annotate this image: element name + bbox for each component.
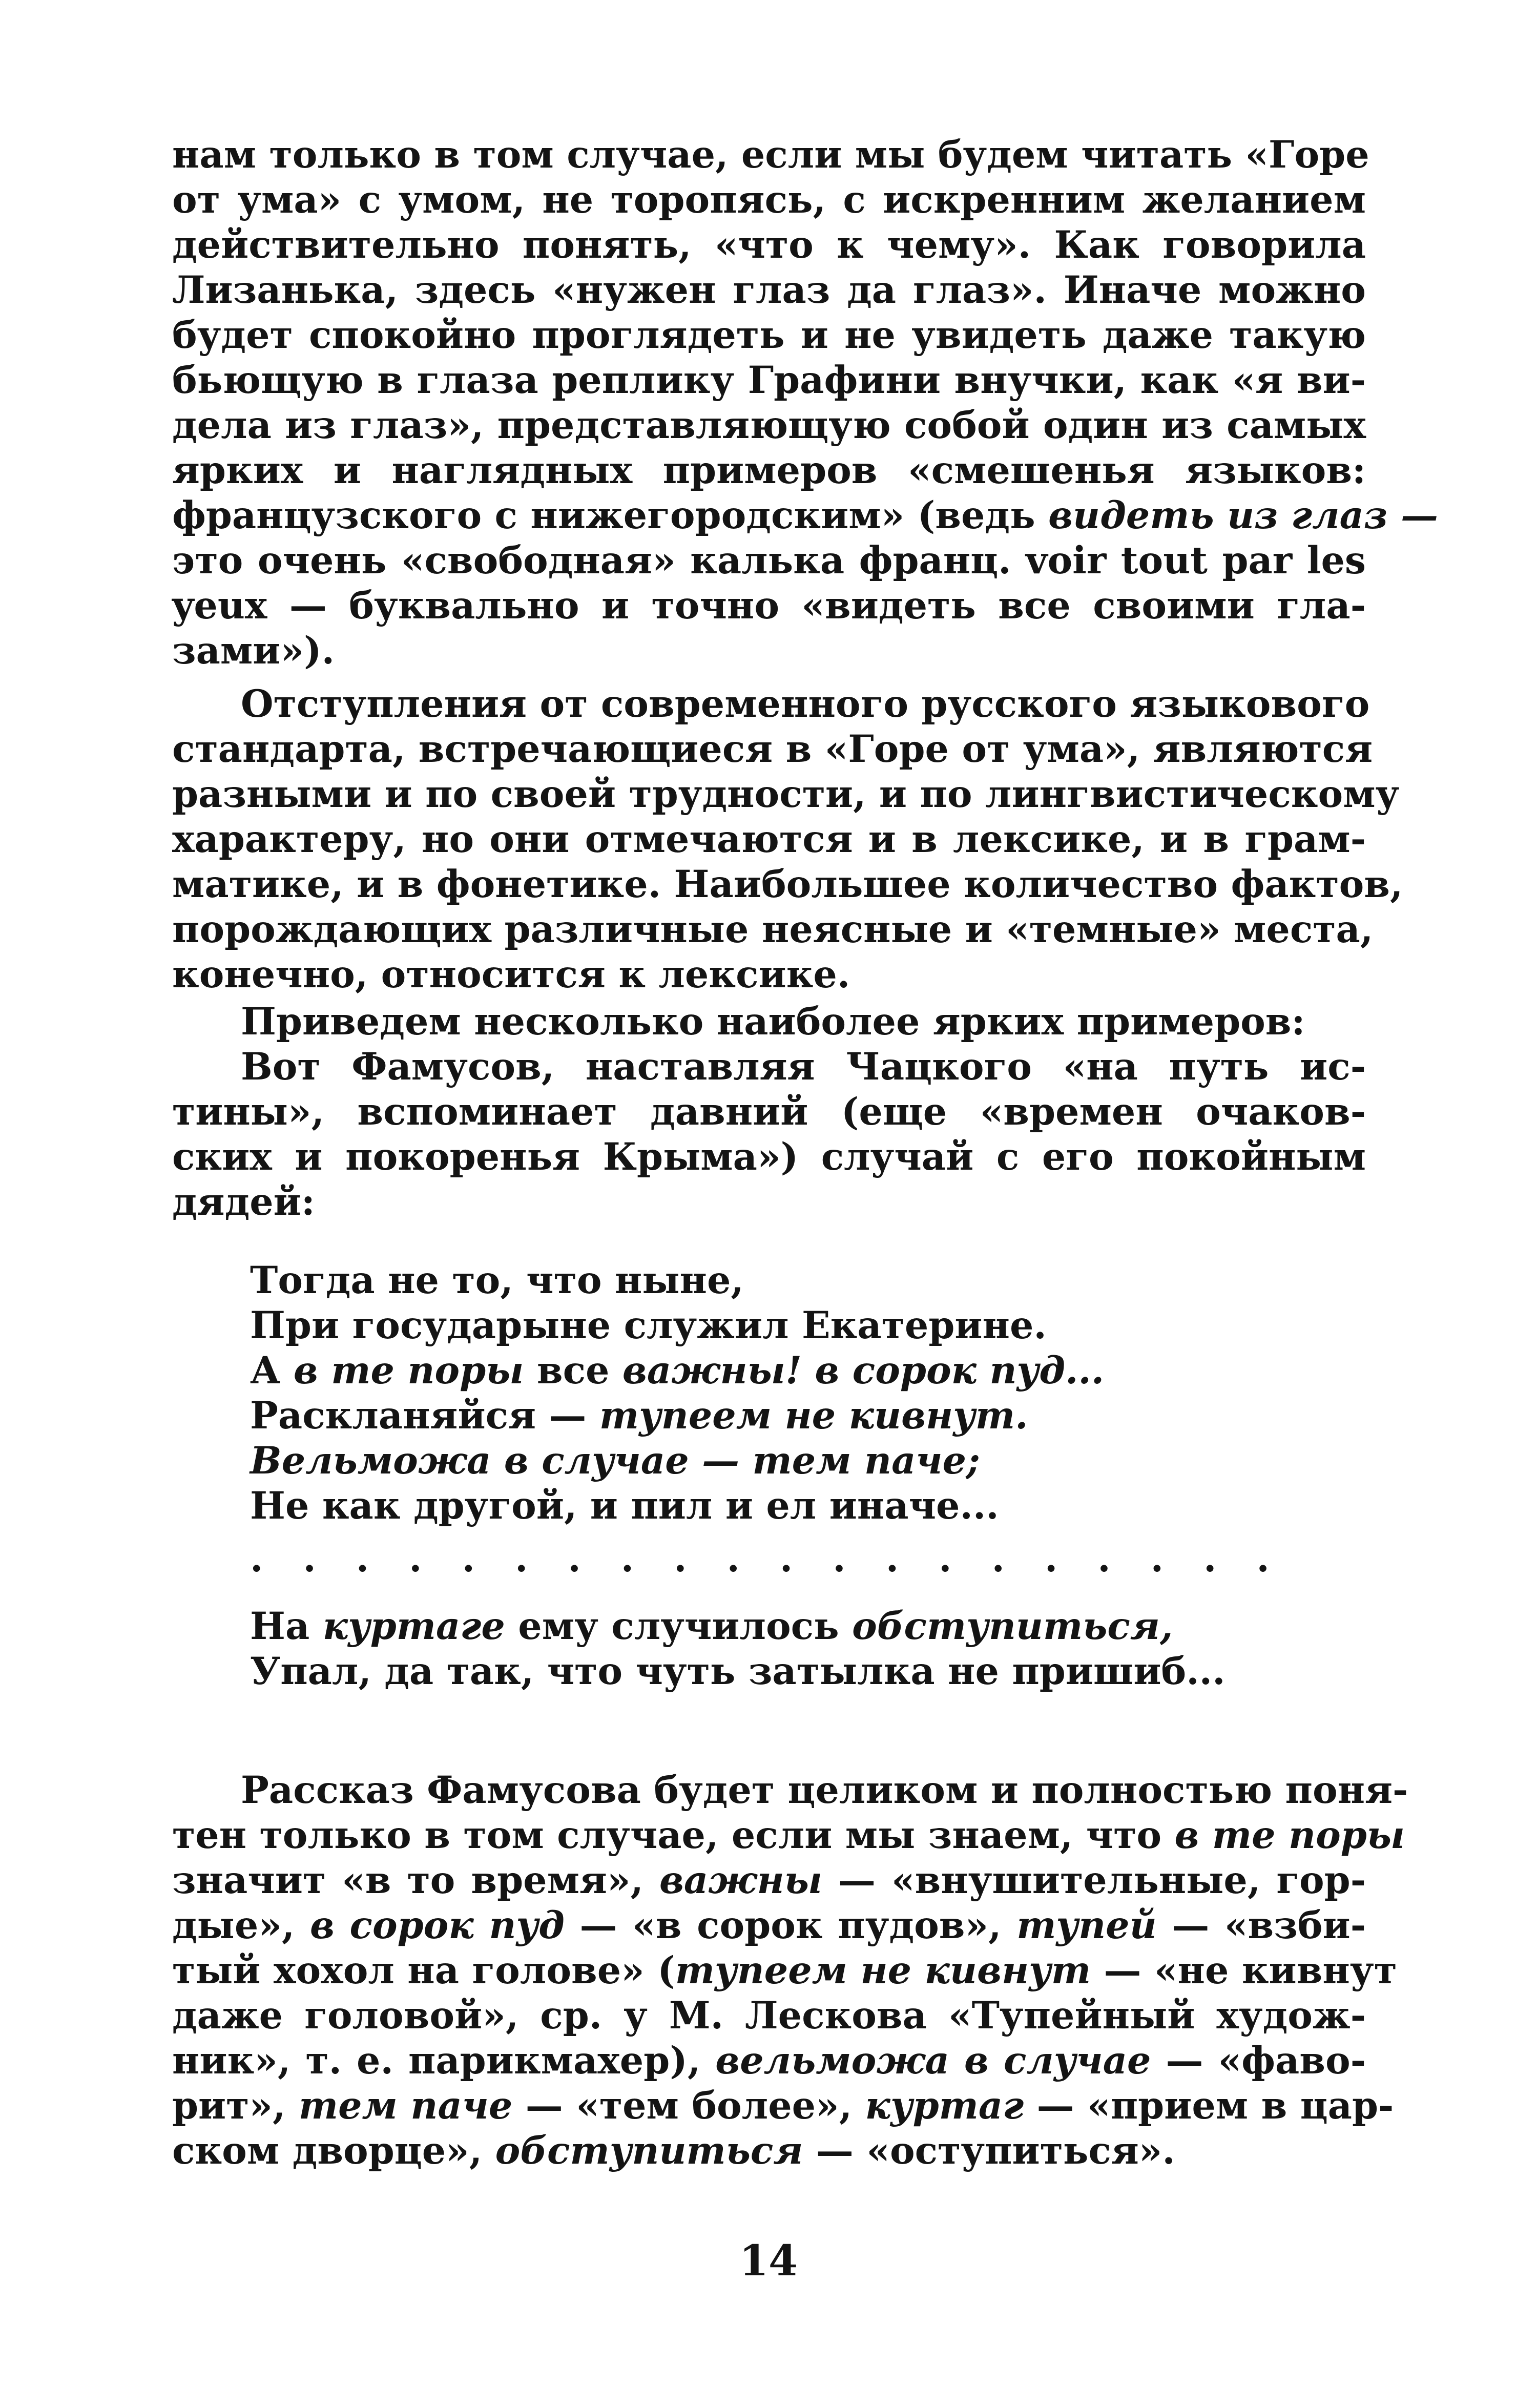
ellipsis-dot: .: [1256, 1537, 1270, 1581]
ellipsis-dots-row: [250, 1536, 1270, 1581]
italic-term: тупей: [1016, 1903, 1157, 1947]
text-line: бьющую в глаза реплику Графини внучки, как «я ви-: [172, 358, 1366, 402]
text-span: рит»,: [172, 2084, 299, 2128]
ellipsis-dot: .: [779, 1537, 793, 1581]
text-span: — «прием в цар-: [1024, 2084, 1394, 2128]
ellipsis-dot: .: [939, 1537, 952, 1581]
ellipsis-dot: .: [620, 1537, 634, 1581]
italic-term: в те поры: [1174, 1813, 1405, 1857]
text-span: дые»,: [172, 1903, 310, 1947]
ellipsis-dot: .: [250, 1537, 263, 1581]
text-line: yeux — буквально и точно «видеть все своими гла-: [172, 584, 1366, 628]
italic-term: вельможа в случае: [715, 2039, 1151, 2083]
text-line: конечно, относится к лексике.: [172, 952, 850, 997]
italic-term: тупеем не кивнут.: [599, 1394, 1028, 1438]
ellipsis-dot: .: [674, 1537, 687, 1581]
text-span: тый хохол на голове» (: [172, 1948, 675, 1992]
text-span: — «в сорок пудов»,: [564, 1903, 1017, 1947]
text-line: характеру, но они отмечаются и в лексике, и в грам-: [172, 817, 1366, 861]
text-span: — «взби-: [1156, 1903, 1366, 1947]
text-line: [172, 1813, 1405, 1858]
ellipsis-dot: .: [885, 1537, 899, 1581]
italic-term: тем паче: [298, 2084, 513, 2128]
text-span: — «не кивнут: [1091, 1948, 1397, 1992]
text-span: — «фаво-: [1151, 2039, 1366, 2083]
text-span: тен только в том случае, если мы знаем, что: [172, 1813, 1175, 1857]
verse-line: Упал, да так, что чуть затылка не пришиб...: [250, 1649, 1226, 1693]
italic-term: тупеем не кивнут: [675, 1948, 1091, 1992]
text-line: стандарта, встречающиеся в «Горе от ума», являются: [172, 727, 1373, 771]
text-line: Приведем несколько наиболее ярких примеров:: [241, 1000, 1305, 1044]
text-line: порождающих различные неясные и «темные» места,: [172, 907, 1374, 951]
text-line: [172, 2083, 1394, 2128]
ellipsis-dot: .: [991, 1537, 1005, 1581]
ellipsis-dot: .: [409, 1537, 422, 1581]
text-span: ник», т. е. парикмахер),: [172, 2039, 716, 2083]
text-line: ярких и наглядных примеров «смешенья языков:: [172, 448, 1366, 492]
text-span: — «тем более»,: [512, 2084, 865, 2128]
verse-line: Тогда не то, что ныне,: [250, 1258, 744, 1302]
ellipsis-dot: .: [726, 1537, 740, 1581]
text-line: [172, 1948, 1397, 1993]
text-span: Раскланяйся —: [250, 1394, 599, 1438]
ellipsis-dot: .: [514, 1537, 528, 1581]
italic-term: в те поры: [293, 1348, 524, 1393]
text-line: дядей:: [172, 1180, 315, 1224]
text-line: Отступления от современного русского языкового: [241, 682, 1370, 726]
text-span: значит «в то время»,: [172, 1858, 659, 1902]
text-line: разными и по своей трудности, и по лингвистическому: [172, 772, 1400, 816]
text-line: даже головой», ср. у М. Лескова «Тупейный худож-: [172, 1994, 1366, 2038]
text-span: — «оступиться».: [803, 2129, 1175, 2173]
text-span: французского с нижегородским» (ведь: [172, 493, 1035, 537]
text-line: матике, и в фонетике. Наибольшее количество фактов,: [172, 862, 1403, 906]
text-line: Рассказ Фамусова будет целиком и полностью поня-: [241, 1768, 1408, 1812]
text-line: это очень «свободная» калька франц. voir tout par les: [172, 538, 1366, 583]
verse-line: [250, 1393, 1366, 1438]
ellipsis-dot: .: [303, 1537, 316, 1581]
text-line: Вот Фамусов, наставляя Чацкого «на путь ис-: [241, 1045, 1366, 1089]
text-line: [172, 493, 1438, 538]
ellipsis-dot: .: [833, 1537, 846, 1581]
text-line: ских и покоренья Крыма») случай с его покойным: [172, 1135, 1366, 1179]
verse-line: [250, 1604, 1366, 1649]
italic-term: в сорок пуд: [309, 1903, 565, 1947]
text-line: зами»).: [172, 629, 335, 673]
text-span: — «внушительные, гор-: [822, 1858, 1366, 1902]
text-line: [172, 1903, 1366, 1948]
text-line: Лизанька, здесь «нужен глаз да глаз». Иначе можно: [172, 268, 1366, 312]
ellipsis-dot: .: [1097, 1537, 1111, 1581]
ellipsis-dot: .: [356, 1537, 369, 1581]
text-span: ском дворце»,: [172, 2129, 495, 2173]
text-line: [172, 2038, 1366, 2083]
text-span: На: [250, 1604, 323, 1648]
text-span: ему случилось: [505, 1604, 853, 1648]
italic-term: важны: [659, 1858, 822, 1902]
ellipsis-dot: .: [1203, 1537, 1217, 1581]
italic-term: куртаг: [865, 2084, 1024, 2128]
ellipsis-dot: .: [568, 1537, 581, 1581]
text-span: все: [524, 1348, 622, 1393]
italic-term: важны! в сорок пуд...: [622, 1348, 1105, 1393]
text-line: нам только в том случае, если мы будем читать «Горе: [172, 133, 1369, 177]
italic-term: Вельможа в случае — тем паче;: [250, 1439, 980, 1483]
text-line: дела из глаз», представляющую собой один из самых: [172, 403, 1366, 447]
text-line: будет спокойно проглядеть и не увидеть даже такую: [172, 313, 1366, 357]
verse-line: [250, 1348, 1366, 1393]
italic-term: куртаге: [322, 1604, 505, 1648]
verse-line: При государыне служил Екатерине.: [250, 1303, 1047, 1347]
text-span: А: [250, 1348, 294, 1393]
text-line: действительно понять, «что к чему». Как говорила: [172, 223, 1366, 267]
italic-term: обступиться: [495, 2129, 803, 2173]
page-number: 14: [739, 2236, 798, 2286]
ellipsis-dot: .: [1044, 1537, 1058, 1581]
text-line: [172, 1858, 1366, 1903]
italic-term: видеть из глаз —: [1048, 493, 1438, 537]
italic-term: обступиться,: [852, 1604, 1173, 1648]
text-line: от ума» с умом, не торопясь, с искренним желанием: [172, 178, 1366, 222]
text-line: [172, 2128, 1366, 2173]
ellipsis-dot: .: [1150, 1537, 1164, 1581]
ellipsis-dot: .: [462, 1537, 475, 1581]
text-line: тины», вспоминает давний (еще «времен очаков-: [172, 1090, 1366, 1134]
verse-line: Не как другой, и пил и ел иначе...: [250, 1484, 999, 1528]
verse-line: [250, 1438, 1366, 1483]
